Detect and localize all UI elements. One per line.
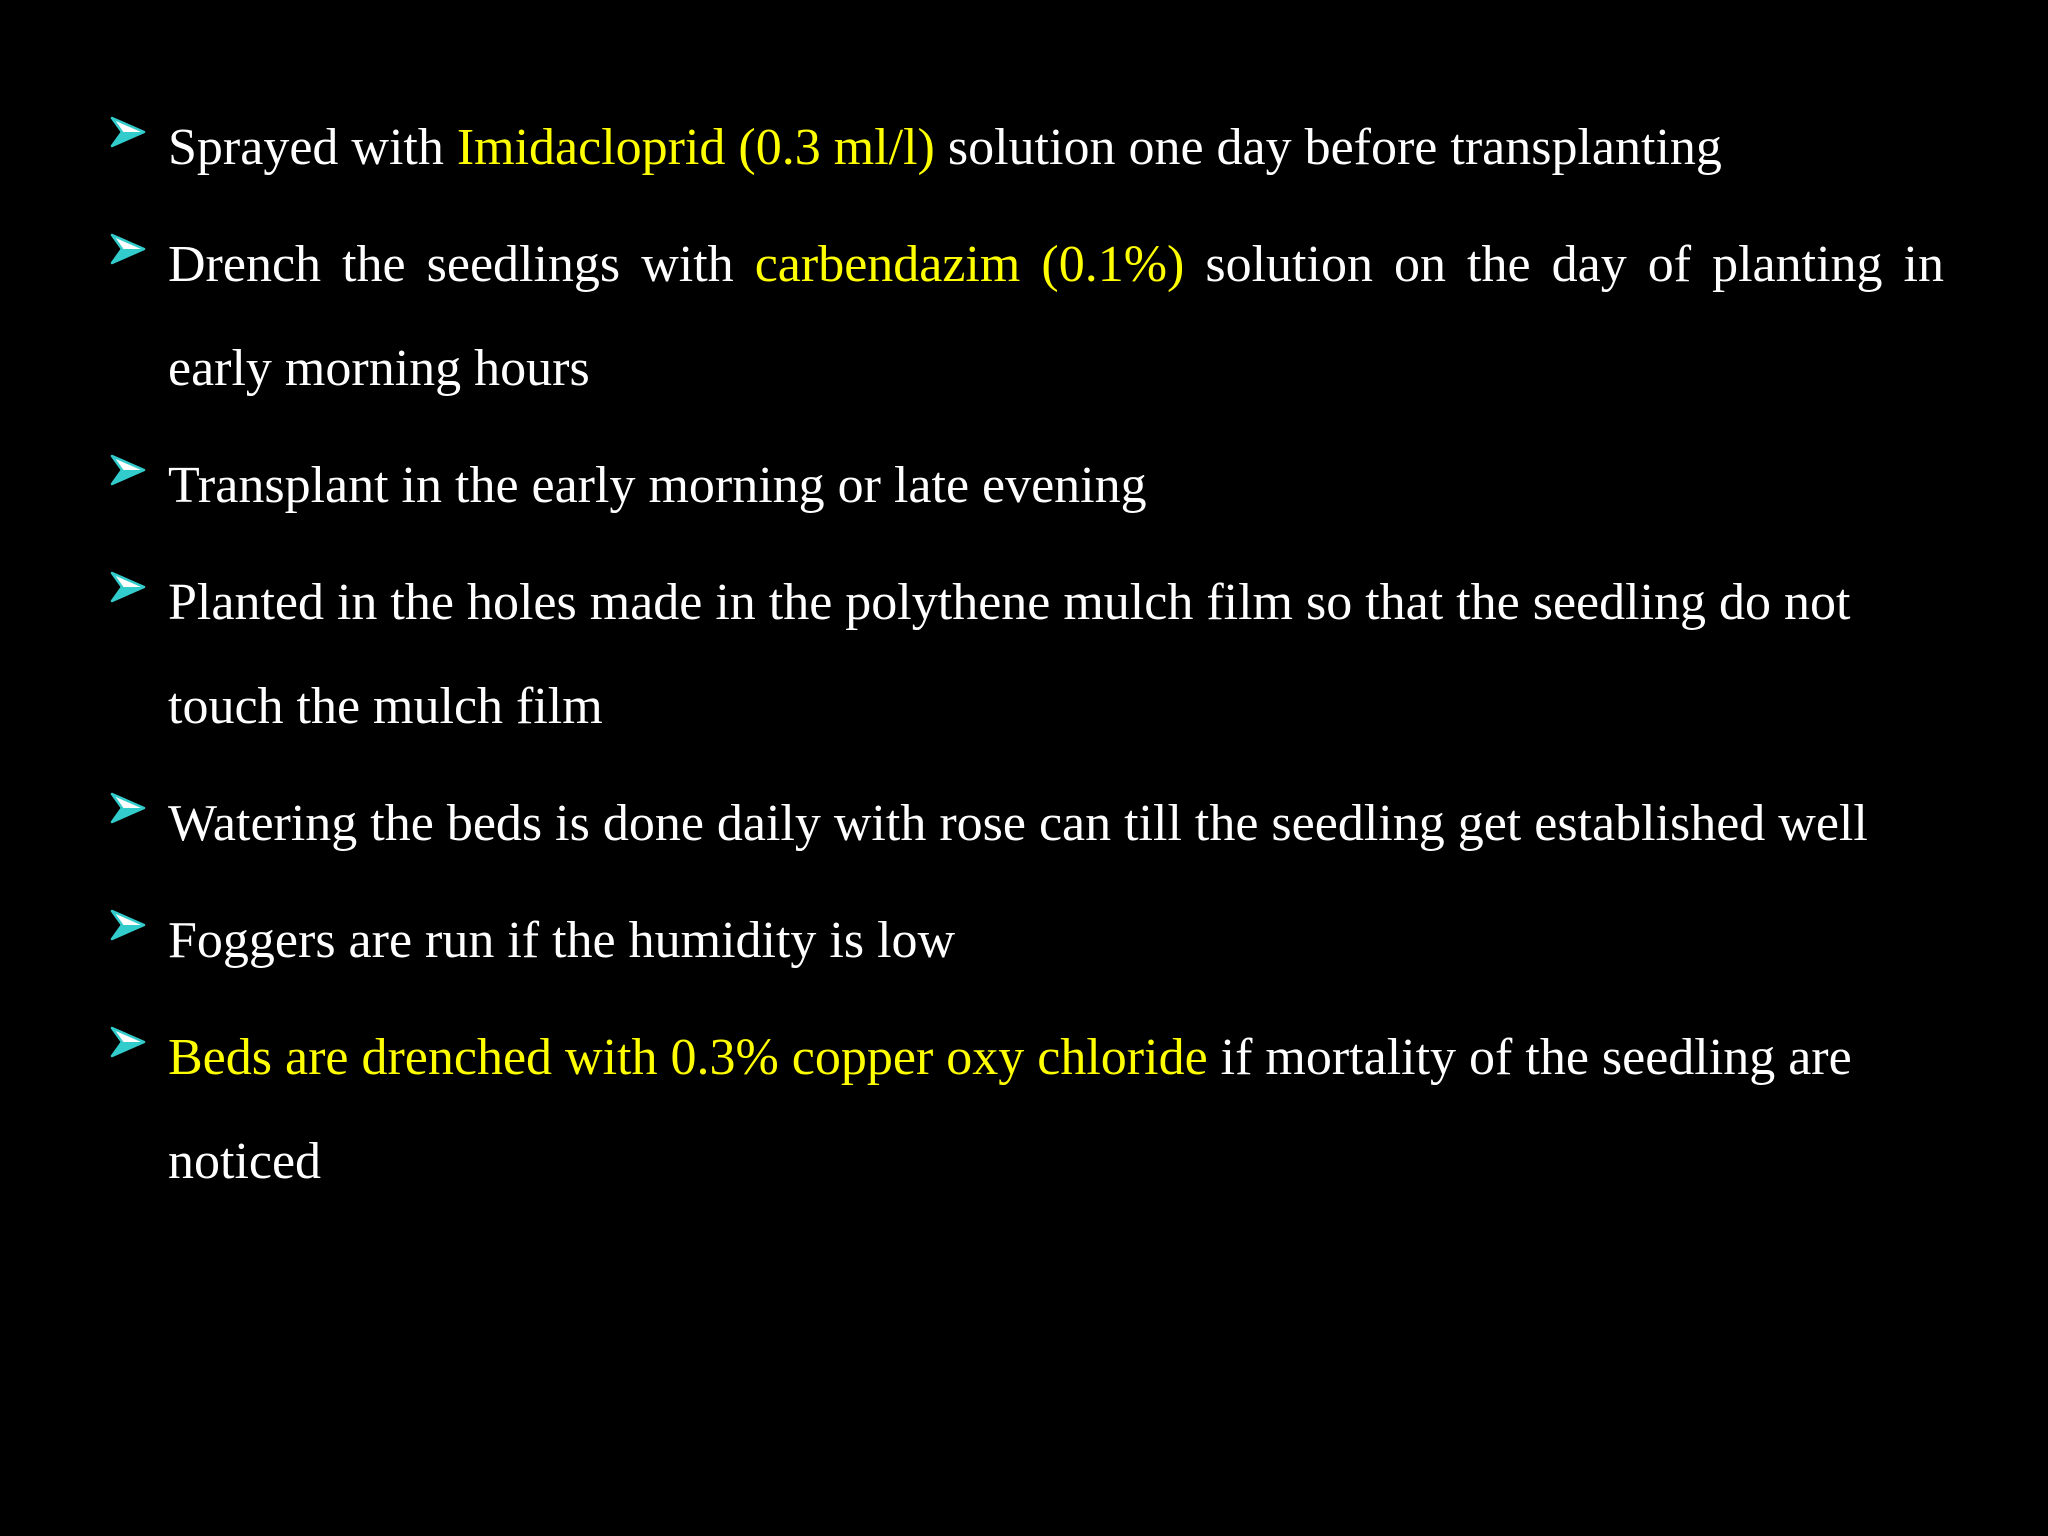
bullet-list (110, 96, 1944, 1227)
bullet-3-text: Transplant in the early morning or late evening (168, 457, 1147, 514)
bullet-7-highlight: Beds are drenched with 0.3% copper oxy chloride (168, 1029, 1208, 1086)
bullet-6-text: Foggers are run if the humidity is low (168, 912, 956, 969)
arrow-bullet-icon (110, 231, 146, 267)
bullet-1-highlight: Imidacloprid (0.3 ml/l) (456, 119, 935, 176)
bullet-2-text-after: solution on the day of planting in early morning hours (168, 236, 1945, 397)
bullet-2-highlight: carbendazim (0.1%) (754, 236, 1185, 293)
bullet-item-3 (110, 434, 1944, 538)
bullet-item-2 (110, 213, 1944, 421)
arrow-bullet-icon (110, 790, 146, 826)
bullet-4-text: Planted in the holes made in the polythene mulch film so that the seedling do not touch the mulch film (168, 574, 1851, 735)
bullet-item-4 (110, 551, 1944, 759)
bullet-5-text: Watering the beds is done daily with rose can till the seedling get established well (168, 795, 1868, 852)
arrow-bullet-icon (110, 114, 146, 150)
arrow-bullet-icon (110, 452, 146, 488)
arrow-bullet-icon (110, 907, 146, 943)
arrow-bullet-icon (110, 1024, 146, 1060)
bullet-item-1 (110, 96, 1944, 200)
bullet-2-text: Drench the seedlings with (168, 236, 755, 293)
bullet-item-7 (110, 1006, 1944, 1214)
bullet-1-text-after: solution one day before transplanting (934, 119, 1722, 176)
bullet-item-5 (110, 772, 1944, 876)
bullet-1-text: Sprayed with (168, 119, 457, 176)
arrow-bullet-icon (110, 569, 146, 605)
bullet-item-6 (110, 889, 1944, 993)
bullet-7-text-after: if mortality of the seedling are noticed (168, 1029, 1852, 1190)
